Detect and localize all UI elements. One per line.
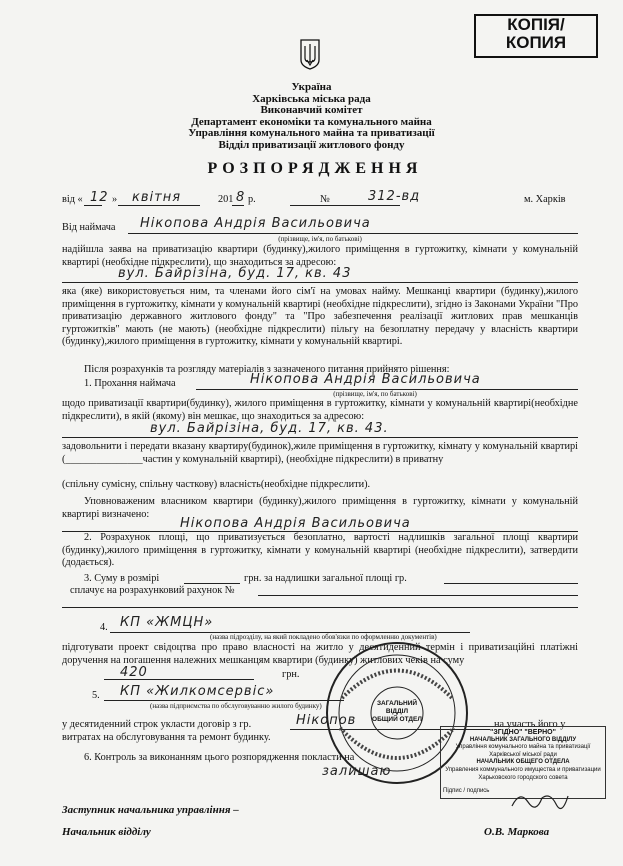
item3-label: 3. Суму в розмірі [84, 573, 160, 584]
verno-l2: НАЧАЛЬНИК ЗАГАЛЬНОГО ВІДДІЛУ [469, 736, 577, 743]
contract-name: Нікопов [296, 713, 357, 728]
sum-value: 420 [120, 665, 148, 680]
contract-text-b-1: на участь його у [494, 719, 566, 730]
item4-caption: (назва підрозділу, на який покладено обов'язки по оформленню документів) [210, 633, 437, 641]
header-council: Харківська міська рада [252, 92, 371, 105]
seal-center-text [372, 700, 422, 724]
owner-name: Нікопова Андрія Васильовича [180, 516, 411, 531]
date-day: 12 [90, 190, 109, 205]
paragraph-decision: Після розрахунків та розгляду матеріалів з зазначеного питання прийнято рішення: [84, 364, 450, 375]
applicant-label: Від наймача [62, 222, 116, 233]
verno-l7: Харьковского городского совета [478, 774, 568, 781]
number-value: 312-вд [368, 189, 421, 204]
item5-caption: (назва підприємства по обслуговуванню жилого будинку) [150, 702, 322, 710]
item3-text: грн. за надлишки загальної площі гр. [244, 573, 407, 584]
header-committee: Виконавчий комітет [260, 104, 363, 116]
page-title: РОЗПОРЯДЖЕННЯ [207, 160, 423, 177]
verno-l4: Харківської міської ради [489, 751, 557, 758]
item5-label: 5. [92, 690, 100, 701]
verno-l3: Управління комунального майна та приватизації [455, 744, 591, 751]
paragraph-certificate: підготувати проект свідоцтва про право власності на житло у десятиденний термін і приватизаційні платіжні доручення на погашення належних мешканцям квартири (будинку) житлових чеків на суму [62, 642, 578, 666]
applicant-name: Нікопова Андрія Васильовича [140, 216, 371, 231]
header-directorate: Управління комунального майна та приватизації [188, 127, 435, 139]
copy-stamp [474, 14, 598, 58]
trident-icon [300, 38, 320, 70]
number-label: № [320, 194, 330, 205]
date-year-suffix: р. [248, 194, 256, 205]
verno-l5: НАЧАЛЬНИК ОБЩЕГО ОТДЕЛА [476, 759, 570, 766]
paragraph-tenancy: яка (яке) використовується ним, та членами його сім'ї на умовах найму. Мешканці квартири (будинку),жилого приміщення в гуртожитку, кімнати у комунальній квартирі (необхідне підкреслити), згідно із Законами України "Про приватизацію державного житлового фонду" та "Про забезпечення реалізації житлових прав мешканців гуртожитків" мають (не мають) (необхідне підкреслити) пільгу на безоплатну передачу у власність квартири (будинку),жилого приміщення в гуртожитку, кімнати у комунальній квартирі. [62, 286, 578, 348]
date-month: квітня [132, 190, 182, 205]
address-2: вул. Байрізіна, буд. 17, кв. 43. [150, 421, 389, 436]
date-year-prefix: 201 [218, 194, 234, 205]
applicant-caption: (прізвище, ім'я, по батькові) [278, 235, 362, 243]
copy-stamp-line2: КОПИЯ [505, 33, 567, 52]
date-prefix: від « [62, 194, 83, 205]
signer-role-2: Начальник відділу [62, 826, 151, 838]
signer-role-1: Заступник начальника управління – [62, 804, 239, 816]
address-1: вул. Байрізіна, буд. 17, кв. 43 [118, 266, 352, 281]
header-section: Відділ приватизації житлового фонду [218, 138, 405, 151]
signature-scribble-icon [510, 788, 570, 812]
item5-value: КП «Жилкомсервіс» [120, 684, 275, 699]
document-header [120, 82, 503, 151]
paragraph-request: надійшла заява на приватизацію квартири (будинку),жилого приміщення в гуртожитку, кімнати у комунальній квартирі (необхідне підкреслити), що знаходиться за адресою: [62, 244, 578, 268]
header-department: Департамент економіки та комунального майна [191, 115, 432, 128]
seal-center: ЗАГАЛЬНИЙ ВІДДІЛ [376, 700, 418, 715]
control-handwritten: залишаю [322, 764, 392, 779]
header-country: Україна [291, 81, 332, 93]
date-mid: » [112, 194, 118, 205]
control-text: 6. Контроль за виконанням цього розпорядження покласти на [84, 752, 355, 763]
verno-l1: "ЗГІДНО" "ВЕРНО" [490, 729, 556, 736]
item1-name: Нікопова Андрія Васильовича [250, 372, 481, 387]
paragraph-transfer: задовольнити і передати вказану квартиру(будинок),жиле приміщення в гуртожитку, кімнату у комунальній квартирі (_______________частин у комунальній квартирі), (необхідне підкреслити) в приватну [62, 441, 578, 465]
copy-stamp-line1: КОПІЯ/ [507, 15, 565, 34]
verno-l8: Підпис / подпись [443, 788, 490, 795]
item4-value: КП «ЖМЦН» [120, 615, 214, 630]
seal-inner: ОБЩИЙ ОТДЕЛ [372, 716, 422, 723]
signer-name: О.В. Маркова [484, 826, 550, 838]
contract-text-b: витратах на обслуговування та ремонт будинку. [62, 732, 271, 743]
contract-text-a: у десятиденний строк укласти договір з гр. [62, 719, 252, 730]
paragraph-owner: Уповноваженим власником квартири (будинку),жилого приміщення в гуртожитку, кімнати у комунальній квартирі визначено: [62, 496, 578, 520]
account-text: сплачує на розрахунковий рахунок № [70, 585, 235, 596]
date-year-digit: 8 [236, 190, 246, 205]
item1-label: 1. Прохання наймача [84, 378, 176, 389]
item4-label: 4. [100, 622, 108, 633]
item1-caption: (прізвище, ім'я, по батькові) [333, 390, 417, 398]
paragraph-privatization: щодо приватизації квартири(будинку), жилого приміщення в гуртожитку, кімнати у комунальній квартирі(необхідне підкреслити), в якій (якому) він мешкає, що знаходиться за адресою: [62, 398, 578, 422]
sum-unit: грн. [282, 669, 300, 680]
city: м. Харків [524, 194, 566, 205]
paragraph-item2: 2. Розрахунок площі, що приватизується безоплатно, вартості надлишків загальної площі квартири (будинку),жилого приміщення в гуртожитку, кімнати у комунальній квартирі (необхідне підкреслити), затвердити (додається). [62, 532, 578, 569]
verno-l6: Управления коммунального имущества и приватизации [445, 766, 601, 773]
paragraph-ownership: (спільну сумісну, спільну часткову) власність(необхідне підкреслити). [62, 479, 371, 490]
